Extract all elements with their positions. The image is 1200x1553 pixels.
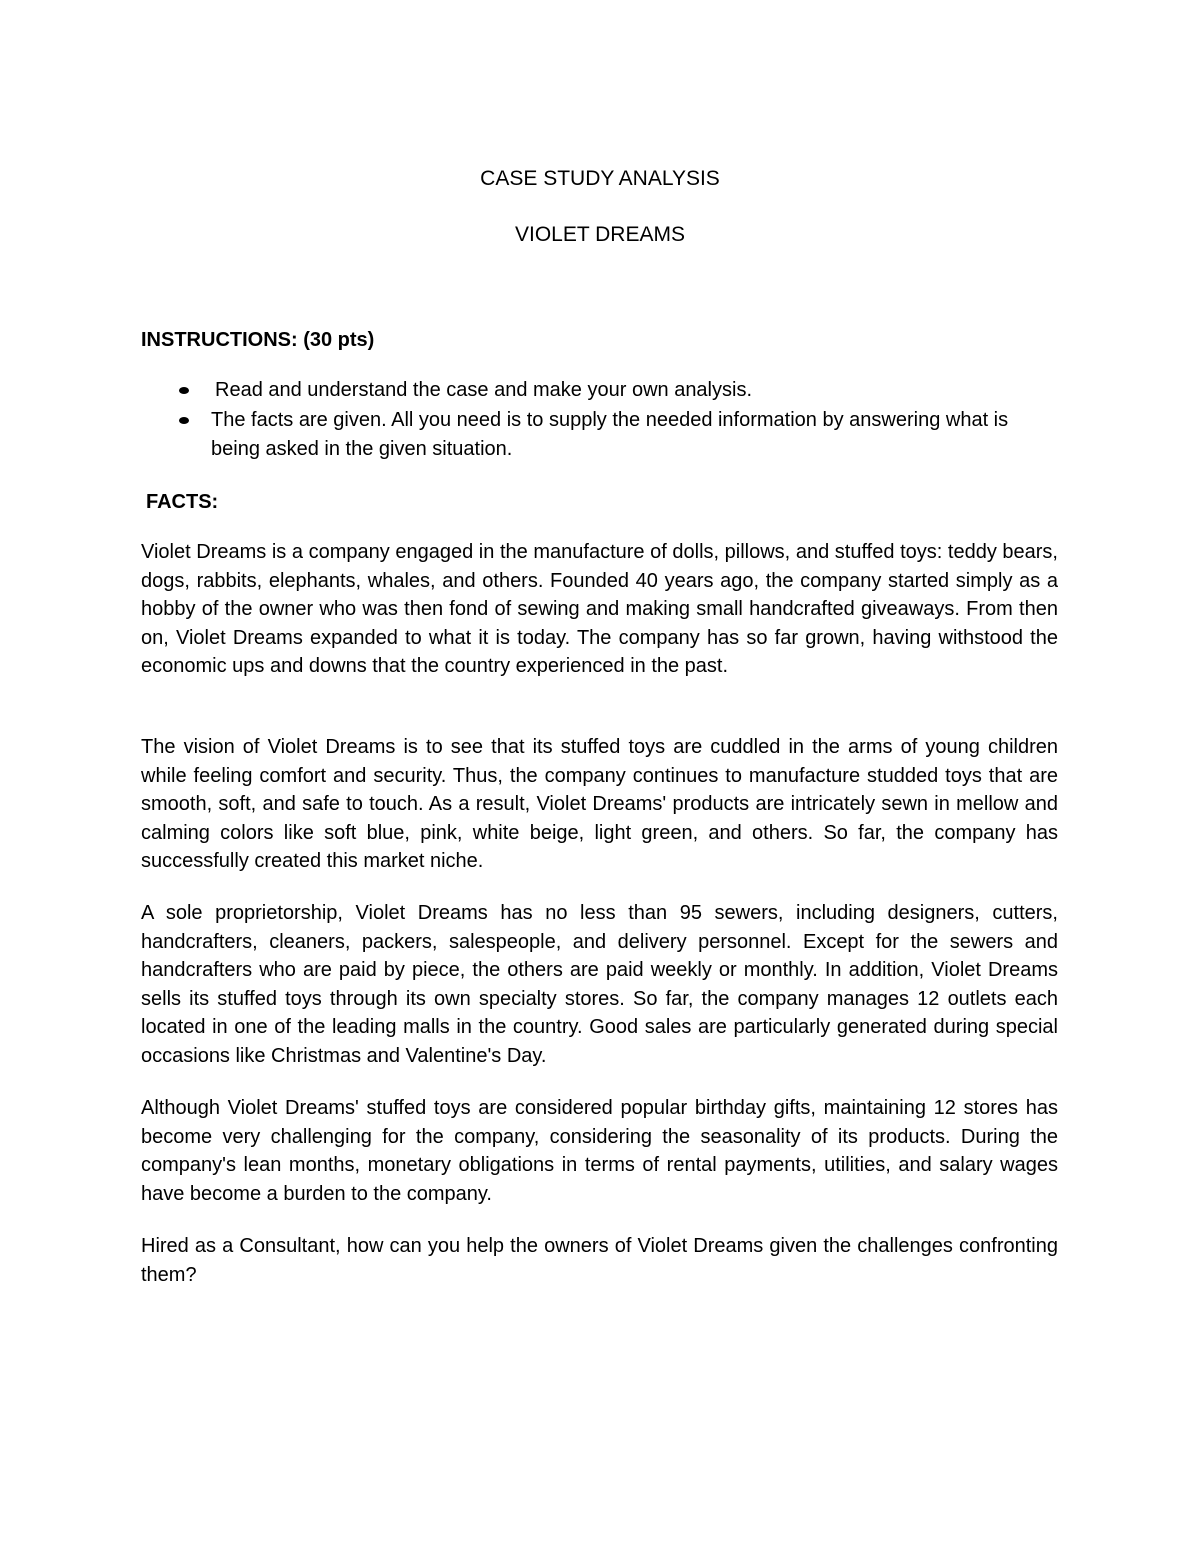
document-title: CASE STUDY ANALYSIS — [480, 167, 720, 190]
document-subtitle: VIOLET DREAMS — [515, 223, 685, 246]
facts-paragraph: A sole proprietorship, Violet Dreams has no less than 95 sewers, including designers, cutters, handcrafters, cleaners, packers, salespeople, and delivery personnel. Except for the sewers and handcrafters who are paid by piece, the others are paid weekly or monthly. In addition, Violet Dreams sells its stuffed toys through its own specialty stores. So far, the company manages 12 outlets each located in one of the leading malls in the country. Good sales are particularly generated during special occasions like Christmas and Valentine's Day. — [141, 902, 1058, 1067]
bullet-icon — [179, 387, 189, 394]
instruction-item — [141, 406, 1061, 464]
instructions-heading: INSTRUCTIONS: (30 pts) — [141, 329, 375, 351]
question-paragraph: Hired as a Consultant, how can you help the owners of Violet Dreams given the challenges confronting them? — [141, 1235, 1058, 1286]
facts-paragraph: Although Violet Dreams' stuffed toys are considered popular birthday gifts, maintaining 12 stores has become very challenging for the company, considering the seasonality of its products. During the company's lean months, monetary obligations in terms of rental payments, utilities, and salary wages have become a burden to the company. — [141, 1097, 1058, 1205]
instructions-list — [141, 376, 1061, 464]
instruction-item — [141, 376, 1061, 405]
facts-paragraph: The vision of Violet Dreams is to see that its stuffed toys are cuddled in the arms of young children while feeling comfort and security. Thus, the company continues to manufacture studded toys that are smooth, soft, and safe to touch. As a result, Violet Dreams' products are intricately sewn in mellow and calming colors like soft blue, pink, white beige, light green, and others. So far, the company has successfully created this market niche. — [141, 736, 1058, 873]
instruction-text: Read and understand the case and make your own analysis. — [215, 379, 753, 401]
instruction-text: The facts are given. All you need is to supply the needed information by answering what is being asked in the given situation. — [211, 409, 1009, 460]
facts-paragraph: Violet Dreams is a company engaged in the manufacture of dolls, pillows, and stuffed toys: teddy bears, dogs, rabbits, elephants, whales, and others. Founded 40 years ago, the company started simply as a hobby of the owner who was then fond of sewing and making small handcrafted giveaways. From then on, Violet Dreams expanded to what it is today. The company has so far grown, having withstood the economic ups and downs that the country experienced in the past. — [141, 541, 1058, 678]
facts-heading: FACTS: — [146, 491, 219, 513]
bullet-icon — [179, 417, 189, 424]
